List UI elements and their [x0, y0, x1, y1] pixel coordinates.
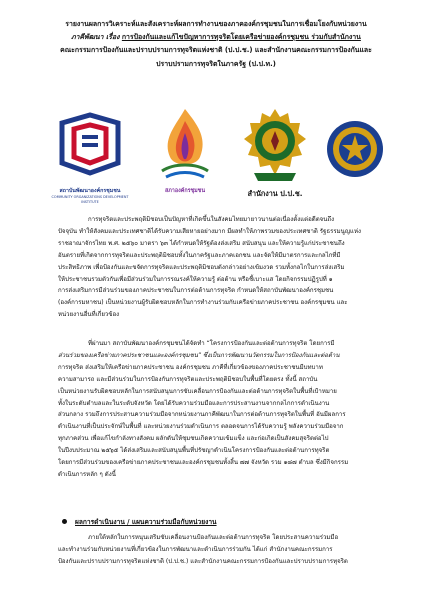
text-line: โดยการมีส่วนร่วมของเครือข่ายภาคประชาชนและองค์กรชุมชนทั้งสิ้น ๗๗ จังหวัด รวม ๑๘๗ ตำบล ซึ่งมีกิจกรรม — [58, 459, 349, 467]
text-line: (องค์การมหาชน) เป็นหน่วยงานผู้รับผิดชอบหลักในการทำงานร่วมกับเครือข่ายภาคประชาชน องค์กรชุมชน และ — [58, 299, 348, 307]
text-line: การทุจริต ส่งเสริมให้เครือข่ายภาคประชาชน องค์กรชุมชน ภาคีที่เกี่ยวข้องของภาคประชาชนมีบทบาท — [58, 363, 323, 371]
text-line: ภายใต้หลักในการหนุนเสริมขับเคลื่อนงานป้องกันและต่อต้านการทุจริต โดยประสานความร่วมมือ — [88, 534, 339, 541]
title-line-4: ปราบปรามการทุจริตในภาครัฐ (ป.ป.ท.) — [156, 59, 276, 68]
text-line: และทำงานร่วมกับหน่วยงานที่เกี่ยวข้องในการพัฒนาและดำเนินการร่วมกัน ได้แก่ สำนักงานคณะกรรมการ — [58, 545, 333, 553]
title-subject-text: การป้องกันและแก้ไขปัญหาการทุจริตโดยเครือข่ายองค์กรชุมชน ร่วมกับสำนักงาน — [121, 33, 361, 42]
text-line: ความสามารถ และมีส่วนร่วมในการป้องกันการทุจริตและประพฤติมิชอบในพื้นที่โดยตรง ทั้งนี้ สถาบัน — [58, 375, 318, 383]
text-line: ราชอาณาจักรไทย พ.ศ. ๒๕๖๐ มาตรา ๖๓ ได้กำหนดให้รัฐต้องส่งเสริม สนับสนุน และให้ความรู้แก่ประชาชนถึง — [58, 239, 345, 247]
bullet-icon — [62, 519, 67, 524]
text-line: การทุจริตและประพฤติมิชอบเป็นปัญหาที่เกิดขึ้นในสังคมไทยมายาวนานต่อเนื่องตั้งแต่อดีตจนถึง — [88, 216, 335, 223]
text-line: หน่วยงานอื่นที่เกี่ยวข้อง — [58, 311, 120, 319]
text-line: ประสิทธิภาพ เพื่อป้องกันและขจัดการทุจริตและประพฤติมิชอบดังกล่าวอย่างเข้มงวด รวมทั้งกลไกในการส่งเสริม — [58, 263, 345, 271]
codi-logo-icon — [40, 111, 140, 203]
project-name-italic: ส่วนร่วมของเครือข่ายภาคประชาชนและองค์กรชุมชน” ซึ่งเป็นการพัฒนานวัตกรรมในการป้องกันและต่อต้าน — [58, 351, 340, 359]
text-line: ดำเนินงานที่เป็นประจักษ์ในพื้นที่ และหน่วยงานร่วมดำเนินการ ตลอดจนการได้รับความรู้ พลังความร่วมมือจาก — [58, 423, 344, 431]
text-line: การส่งเสริมการมีส่วนร่วมของภาคประชาชนในการต่อต้านการทุจริต กำหนดให้สถาบันพัฒนาองค์กรชุมชน — [58, 287, 334, 295]
document-title — [36, 18, 396, 71]
title-line-2 — [36, 31, 396, 44]
text-line: ส่วนกลาง รวมถึงการประสานความร่วมมือจากหน่วยงานภาคีพัฒนาในการต่อต้านการทุจริตในพื้นที่ อันมีผลการ — [58, 411, 346, 419]
text-line: เป็นหน่วยงานรับผิดชอบหลักในการสนับสนุนการขับเคลื่อนการป้องกันและต่อต้านการทุจริตในพื้นที่เป้าหมาย — [58, 387, 337, 395]
text-line — [58, 350, 400, 362]
text-line: ปัจจุบัน ทำให้สังคมและประเทศชาติได้รับความเสียหายอย่างมาก มีผลทำให้ภาพรวมของประเทศชาติ รัฐธรรมนูญแห่ง — [58, 227, 361, 235]
text-line: ทั้งในระดับตำบลและในระดับจังหวัด โดยได้รับความร่วมมือและการประสานงานจากกลไกการดำเนินงาน — [58, 399, 330, 407]
text-line: ในปีงบประมาณ ๒๕๖๕ ได้ส่งเสริมและสนับสนุนพื้นที่ปรัชญาดำเนินโครงการป้องกันและต่อต้านการทุจริต — [58, 447, 330, 455]
nacc-emblem-icon — [240, 107, 310, 205]
paragraph-project — [58, 338, 400, 481]
logo-strip — [40, 105, 390, 205]
title-line-3: คณะกรรมการป้องกันและปราบปรามการทุจริตแห่งชาติ (ป.ป.ช.) และสำนักงานคณะกรรมการป้องกันและ — [60, 46, 372, 55]
pacc-emblem-icon — [324, 115, 386, 185]
text-line: ทุกภาคส่วน เพื่อแก้ไขกำลังทางสังคม ผลักดันให้ชุมชนเกิดความเข้มแข็ง และก่อเกิดเป็นสังคมสุจริตต่อไป — [58, 435, 329, 443]
section-heading — [62, 516, 217, 527]
title-line-1: รายงานผลการวิเคราะห์และสังเคราะห์ผลการทำงานของภาคองค์กรชุมชนในการเชื่อมโยงกับหน่วยงาน — [65, 20, 367, 28]
paragraph-cooperation — [58, 532, 400, 568]
section-heading-text: ผลการดำเนินงาน / แผนความร่วมมือกับหน่วยงาน — [75, 518, 217, 526]
text-line: ดำเนินการหลัก ๆ ดังนี้ — [58, 470, 116, 478]
text-line: ที่ผ่านมา สถาบันพัฒนาองค์กรชุมชนได้จัดทำ “โครงการป้องกันและต่อต้านการทุจริต โดยการมี — [88, 340, 335, 347]
text-line: ให้ประชาชนรวมตัวกันเพื่อมีส่วนร่วมในการรณรงค์ให้ความรู้ ต่อต้าน หรือชี้เบาะแส โดยกิจกรรมปฏิรูปที่ ๑ — [58, 275, 333, 283]
codi-name: สถาบันพัฒนาองค์กรชุมชน — [59, 188, 121, 194]
title-subject-label: ภาคีพัฒนา เรื่อง — [71, 33, 120, 42]
text-line: ป้องกันและปราบปรามการทุจริตแห่งชาติ (ป.ป.ช.) และสำนักงานคณะกรรมการป้องกันและปราบปรามการทุจริต — [58, 557, 348, 565]
codi-english-name: COMMUNITY ORGANIZATIONS DEVELOPMENT INSTITUTE — [51, 195, 129, 204]
paragraph-intro — [58, 214, 400, 321]
community-council-flame-icon — [152, 105, 218, 197]
nacc-caption: สำนักงาน ป.ป.ช. — [247, 189, 303, 198]
text-line: อันตรายที่เกิดจากการทุจริตและประพฤติมิชอบทั้งในภาครัฐและภาคเอกชน และจัดให้มีมาตรการและกลไกที่มี — [58, 251, 341, 259]
community-council-label: สภาองค์กรชุมชน — [164, 188, 206, 194]
